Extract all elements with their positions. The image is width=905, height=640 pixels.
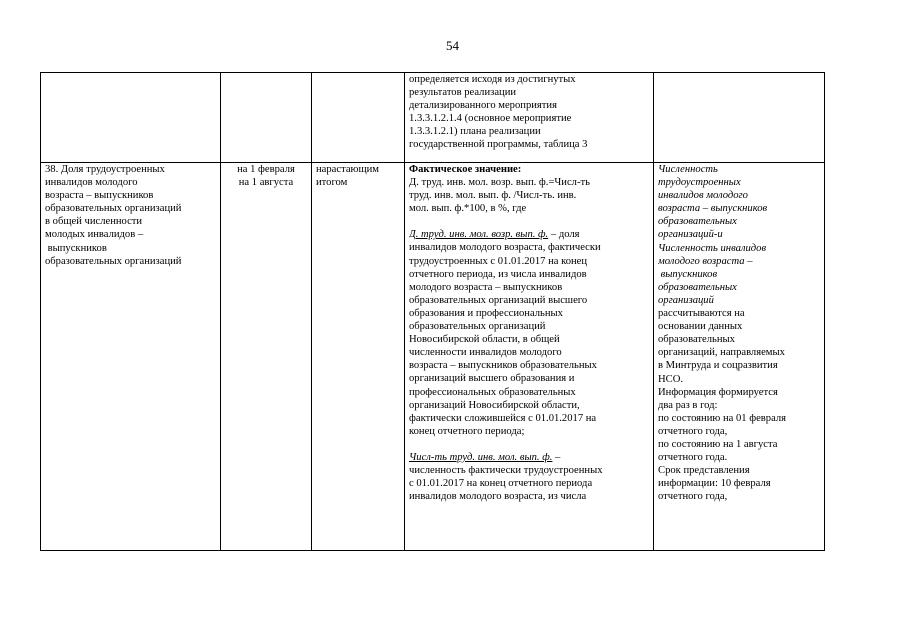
text-line: Срок представления [658,465,750,477]
text-line: численности инвалидов молодого [409,347,562,359]
text-line: НСО. [658,373,684,385]
calculation-heading: Фактическое значение: [409,164,522,175]
text-line: молодого возраста – [658,255,753,267]
text-line: образовательных организаций [409,321,546,333]
text-line: на 1 февраля [237,164,295,175]
text-line: организаций высшего образования и [409,373,575,385]
text-line: нарастающим [316,164,379,175]
spacer [409,215,649,228]
text-line: 1.3.3.1.2.1.4 (основное мероприятие [409,113,572,125]
text-line: инвалидов молодого возраста, из числа [409,491,587,503]
definition-dash: – доля [548,229,580,241]
text-line: по состоянию на 1 августа [658,438,778,450]
text-line: детализированного мероприятия [409,100,557,112]
text-line: конец отчетного периода; [409,425,525,437]
page-number: 54 [446,38,459,53]
text-line: Информация формируется [658,386,778,398]
cell-calculation [405,163,654,551]
formula-line: мол. вып. ф.*100, в %, где [409,203,527,215]
text-line: в общей численности [45,216,143,228]
text-line: образовательных [658,334,735,346]
text-line: выпускников [658,268,718,280]
text-line: организаций-и [658,229,723,241]
text-line: трудоустроенных [658,177,741,189]
definition-term: Д. труд. инв. мол. возр. вып. ф. [409,229,549,241]
text-line: основании данных [658,321,743,333]
text-line: отчетного года, [658,425,728,437]
text-line: Новосибирской области, в общей [409,334,560,346]
definition-term: Числ-ть труд. инв. мол. вып. ф. [409,451,553,463]
text-line: на 1 августа [238,177,294,189]
text-line: образовательных организаций [45,203,182,215]
text-line: Численность инвалидов [658,242,767,254]
text-line: профессиональных образовательных [409,386,576,398]
text-line: возраста – выпускников [45,190,154,202]
cell-indicator-name-empty [41,73,221,163]
text-line: образовательных [658,216,737,228]
text-line: с 01.01.2017 на конец отчетного периода [409,478,593,490]
cell-method-empty [312,73,405,163]
text-line: отчетного периода, из числа инвалидов [409,268,587,280]
cell-source-empty [654,73,825,163]
text-line: 1.3.3.1.2.1) плана реализации [409,126,541,138]
cell-indicator-name [41,163,221,551]
text-line: информации: 10 февраля [658,478,771,490]
text-line: рассчитываются на [658,308,745,320]
text-line: образовательных [658,281,737,293]
text-line: трудоустроенных с 01.01.2017 на конец [409,255,588,267]
text-line: возраста – выпускников образовательных [409,360,597,372]
text-line: отчетного года, [658,491,728,503]
text-line: организаций, направляемых [658,347,785,359]
text-line: итогом [316,177,348,189]
text-line: отчетного года. [658,452,728,464]
text-line: результатов реализации [409,87,517,99]
text-line: образовательных организаций [45,255,182,267]
text-line: государственной программы, таблица 3 [409,139,588,151]
text-line: определяется исходя из достигнутых [409,74,576,85]
text-line: возраста – выпускников [658,203,768,215]
text-line: Численность [658,164,718,175]
text-line: выпускников [45,242,107,254]
text-line: организаций [658,294,714,306]
text-line: 38. Доля трудоустроенных [45,164,165,175]
text-line: образования и профессиональных [409,307,563,319]
definition-line [409,228,649,241]
text-line: молодого возраста – выпускников [409,281,563,293]
formula-line: Д. труд. инв. мол. возр. вып. ф.=Числ-ть [409,177,590,189]
definition-dash: – [552,451,561,463]
cell-period-empty [221,73,312,163]
text-line: инвалидов молодого возраста, фактически [409,242,601,254]
text-line: два раз в год: [658,399,718,411]
cell-calculation-continued [405,73,654,163]
cell-method [312,163,405,551]
text-line: инвалидов молодого [45,177,138,189]
definition-line [409,451,649,464]
text-line: организаций Новосибирской области, [409,399,580,411]
text-line: численность фактически трудоустроенных [409,464,603,476]
indicator-table [40,72,825,551]
table-row-continuation [41,73,825,163]
cell-period [221,163,312,551]
table-row-indicator-38 [41,163,825,551]
text-line: образовательных организаций высшего [409,294,588,306]
text-line: молодых инвалидов – [45,229,144,241]
text-line: по состоянию на 01 февраля [658,412,787,424]
formula-line: труд. инв. мол. вып. ф. /Числ-ть. инв. [409,190,577,202]
text-line: фактически сложившейся с 01.01.2017 на [409,412,597,424]
cell-data-source [654,163,825,551]
text-line: инвалидов молодого [658,190,748,202]
text-line: в Минтруда и соцразвития [658,360,778,372]
spacer [409,438,649,451]
